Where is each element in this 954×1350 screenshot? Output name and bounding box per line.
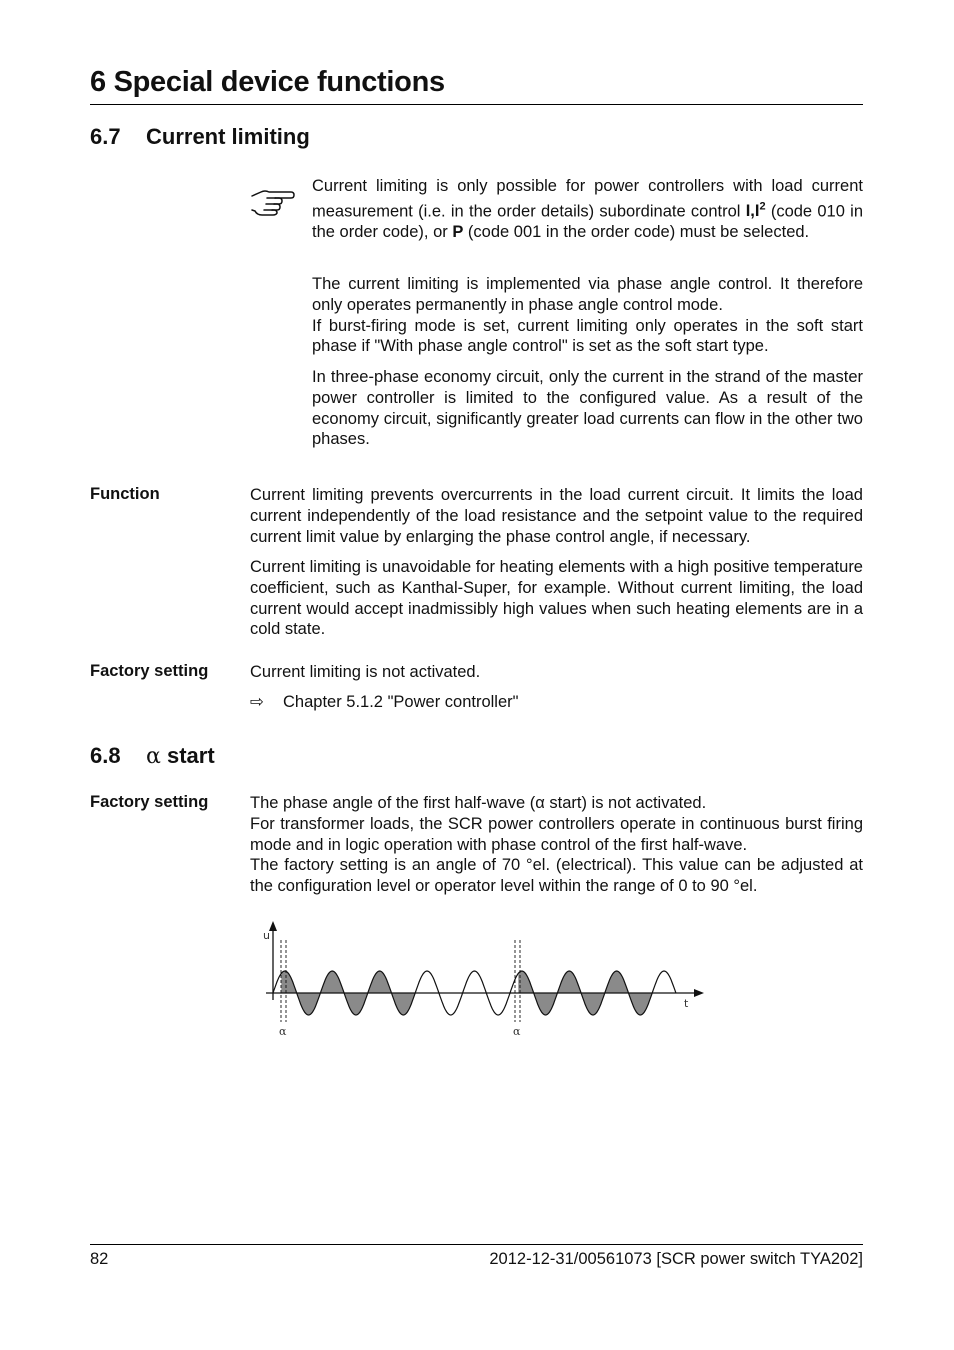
footer-rule bbox=[90, 1244, 863, 1245]
y-axis-label: u bbox=[263, 929, 270, 942]
page-number: 82 bbox=[90, 1250, 109, 1268]
section-number: 6.7 bbox=[90, 124, 121, 149]
alpha-symbol: α bbox=[146, 744, 161, 769]
x-axis-label: t bbox=[684, 997, 689, 1010]
xref-text: Chapter 5.1.2 "Power controller" bbox=[283, 693, 519, 711]
function-text-1: Current limiting prevents overcurrents in the load current circuit. It limits the load current independently of the load resistance and the setpoint value to the required current limit value by enlarging the phase control angle, if necessary. bbox=[250, 486, 863, 546]
alpha-label-1: α bbox=[279, 1025, 287, 1038]
arrow-icon: ⇨ bbox=[250, 693, 264, 711]
voltage-axis-arrow bbox=[269, 921, 277, 931]
time-axis-arrow bbox=[694, 989, 704, 997]
alpha-line-3: The factory setting is an angle of 70 °el. (electrical). This value can be adjusted at the configuration level or operator level within the range of 0 to 90 °el. bbox=[250, 856, 863, 896]
document-info: 2012-12-31/00561073 [SCR power switch TYA202] bbox=[489, 1250, 863, 1268]
chapter-title: 6 Special device functions bbox=[90, 66, 445, 98]
alpha-label-2: α bbox=[513, 1025, 521, 1038]
function-label: Function bbox=[90, 485, 160, 503]
control-code: I,I bbox=[745, 202, 760, 221]
alpha-line-1: The phase angle of the first half-wave (α start) is not activated. bbox=[250, 794, 707, 812]
note-text: (code 010 in the order code), or bbox=[312, 202, 863, 242]
note-p3: In three-phase economy circuit, only the current in the strand of the master power controller is limited to the configured value. As a result of the economy circuit, significantly greater load currents can flow in the other two phases. bbox=[312, 368, 863, 449]
alpha-line-2: For transformer loads, the SCR power controllers operate in continuous burst firing mode and in logic operation with phase control of the first half-wave. bbox=[250, 814, 863, 854]
note-text: (code 001 in the order code) must be selected. bbox=[463, 223, 810, 242]
section-title-text: Current limiting bbox=[146, 124, 310, 149]
note-text: Current limiting is only possible for power controllers with load current measurement (i.e. in the order details) subordinate control bbox=[312, 177, 863, 221]
factory-setting-label: Factory setting bbox=[90, 662, 209, 680]
section-number: 6.8 bbox=[90, 743, 121, 768]
superscript: 2 bbox=[759, 200, 766, 213]
note-p2-line2: If burst-firing mode is set, current limiting only operates in the soft start phase if "With phase angle control" is set as the soft start type. bbox=[312, 316, 863, 356]
section-title-text: start bbox=[166, 743, 215, 768]
factory-setting-text: Current limiting is not activated. bbox=[250, 663, 481, 681]
control-code-p: P bbox=[452, 223, 464, 242]
factory-setting-label-2: Factory setting bbox=[90, 793, 209, 811]
note-p2-line1: The current limiting is implemented via phase angle control. It therefore only operates permanently in phase angle control mode. bbox=[312, 275, 863, 314]
function-text-2: Current limiting is unavoidable for heating elements with a high positive temperature coefficient, such as Kanthal-Super, for example. Without current limiting, the load current would accept inadmissibly high values when such heating elements are in a cold state. bbox=[250, 558, 863, 639]
